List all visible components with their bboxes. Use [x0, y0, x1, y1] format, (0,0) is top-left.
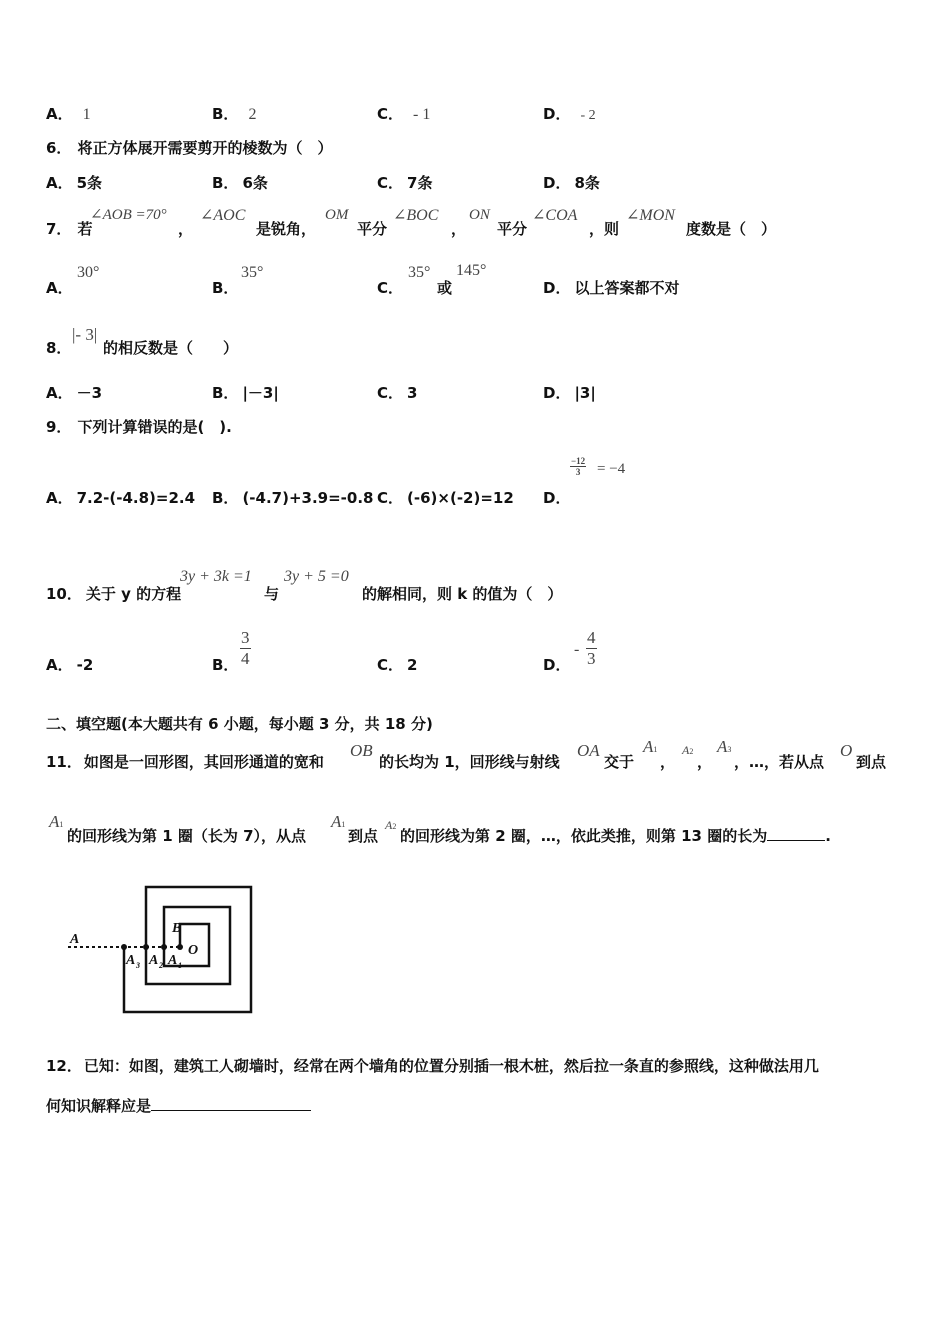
option-label: A．: [46, 384, 73, 402]
question-number: 12．: [46, 1057, 82, 1075]
q11-point-a2: [682, 743, 693, 758]
point-subscript: 1: [653, 745, 658, 754]
option-value: (-6)×(-2)=12: [407, 489, 514, 507]
q8-option-d: [543, 382, 596, 403]
figure-label-a: A: [70, 932, 80, 947]
figure-label-a2: A: [149, 953, 159, 968]
q7-option-a-value: 30°: [77, 264, 100, 281]
stem-text: 如图是一回形图，其回形通道的宽和: [83, 753, 324, 771]
q11-point-a1: [331, 812, 345, 832]
q7-math-aob: ∠AOB =70°: [90, 207, 167, 223]
q10-text: 的解相同，则 k 的值为（ ）: [362, 585, 563, 603]
q7-math-mon: ∠MON: [626, 207, 675, 224]
q10-option-d-sign: -: [574, 641, 580, 658]
q7-number: [46, 218, 92, 239]
q11-math-o: O: [840, 741, 853, 760]
q11-text: ，…，若从点: [734, 753, 825, 771]
q8-option-c: [377, 382, 417, 403]
q9-stem: [46, 416, 232, 437]
q9-option-d-rhs: = −4: [597, 461, 626, 477]
q6-option-b: [212, 172, 268, 193]
figure-label-a1: A: [168, 953, 178, 968]
option-value: |3|: [574, 384, 596, 402]
option-label: D．: [543, 174, 571, 192]
q12-stem-line2: [46, 1095, 311, 1116]
stem-text: 若: [77, 220, 93, 238]
point-a3: [121, 944, 127, 950]
q11-text: 的回形线为第 1 圈（长为 7），从点: [67, 827, 307, 845]
point-letter: A: [331, 812, 342, 831]
answer-blank[interactable]: [767, 840, 825, 841]
q11-math-oa: OA: [577, 741, 600, 760]
q11-point-a3: [717, 737, 731, 757]
point-subscript: 3: [727, 745, 732, 754]
option-label: A．: [46, 105, 73, 123]
option-label: C．: [377, 174, 404, 192]
q11-text: 到点: [856, 753, 887, 771]
option-label: B．: [212, 105, 239, 123]
q10-text: 与: [264, 585, 280, 603]
option-value: 7.2-(-4.8)=2.4: [76, 489, 196, 507]
denominator: 4: [241, 649, 250, 668]
point-letter: A: [682, 743, 690, 757]
option-value: 5条: [76, 174, 103, 192]
point-letter: A: [49, 812, 60, 831]
option-value: (-4.7)+3.9=-0.8: [242, 489, 374, 507]
option-value: 8条: [574, 174, 600, 192]
q8-math: |- 3|: [72, 325, 98, 344]
option-value: -2: [76, 656, 94, 674]
question-text: 下列计算错误的是( ).: [77, 418, 232, 436]
answer-blank[interactable]: [151, 1110, 311, 1111]
option-value: 6条: [242, 174, 268, 192]
q9-option-a: [46, 487, 195, 508]
point-letter: A: [643, 737, 654, 756]
q6-option-a: [46, 172, 102, 193]
stem-text: .: [825, 827, 831, 845]
q10-equation-1: 3y + 3k =1: [180, 568, 252, 585]
option-value: 1: [82, 106, 91, 123]
q7-text: 度数是（ ）: [686, 220, 777, 238]
stem-text: 的回形线为第 2 圈，…，依此类推，则第 13 圈的长为: [400, 827, 768, 845]
q8-number: 8．: [46, 339, 72, 357]
point-subscript: 2: [689, 747, 694, 756]
q10-option-a: [46, 654, 93, 675]
q7-text: 平分: [357, 220, 388, 238]
question-number: 10．: [46, 585, 82, 603]
q9-option-d-fraction: [570, 456, 586, 477]
option-label: D．: [543, 279, 571, 297]
stem-text: 何知识解释应是: [46, 1097, 152, 1115]
point-subscript: 1: [341, 820, 346, 829]
section-title: 二、填空题(本大题共有 6 小题，每小题 3 分，共 18 分): [46, 715, 433, 733]
question-text: 将正方体展开需要剪开的棱数为（ ）: [77, 139, 333, 157]
q7-text: ，: [178, 220, 194, 238]
q5-option-c: [377, 103, 430, 124]
q11-text: [400, 825, 831, 846]
q8-text: 的相反数是（ ）: [103, 339, 239, 357]
option-label: C．: [377, 384, 404, 402]
option-label: B．: [212, 174, 239, 192]
option-value: 2: [407, 656, 418, 674]
q10-stem-start: [46, 583, 181, 604]
option-value: －3: [76, 384, 103, 402]
option-value: - 2: [580, 108, 596, 123]
q10-option-d-label: D．: [543, 656, 571, 674]
option-value: 7条: [407, 174, 433, 192]
option-label: A．: [46, 656, 73, 674]
q7-math-om: OM: [325, 207, 349, 223]
q7-option-c-value2: 145°: [456, 262, 487, 279]
numerator: −12: [571, 456, 586, 466]
q7-math-aoc: ∠AOC: [200, 207, 246, 224]
q7-option-c-label: C．: [377, 279, 404, 297]
q10-equation-2: 3y + 5 =0: [284, 568, 349, 585]
q11-figure: [60, 872, 260, 1022]
figure-label-a3: A: [126, 953, 136, 968]
point-o: [177, 944, 183, 950]
question-number: 6．: [46, 139, 72, 157]
point-letter: A: [717, 737, 728, 756]
option-value: - 1: [413, 106, 431, 123]
q9-option-d-label: D．: [543, 489, 571, 507]
q8-option-b: [212, 382, 279, 403]
figure-label-b: B: [172, 921, 182, 936]
option-label: D．: [543, 105, 571, 123]
numerator: 3: [241, 628, 250, 647]
q7-text: ，则: [589, 220, 620, 238]
q12-stem-line1: [46, 1055, 819, 1076]
q11-text: 交于: [604, 753, 635, 771]
q5-option-b: [212, 103, 256, 124]
option-value: 3: [407, 384, 418, 402]
q9-option-c: [377, 487, 514, 508]
q11-comma: ，: [660, 753, 676, 771]
q10-option-d-fraction: [586, 628, 597, 669]
question-number: 7．: [46, 220, 72, 238]
stem-text: 关于 y 的方程: [85, 585, 182, 603]
q5-option-a: [46, 103, 91, 124]
q11-comma: ，: [697, 753, 713, 771]
option-label: C．: [377, 656, 404, 674]
q9-option-b: [212, 487, 373, 508]
option-value: |－3|: [242, 384, 279, 402]
option-label: A．: [46, 174, 73, 192]
q11-math-ob: OB: [350, 741, 373, 760]
question-number: 11．: [46, 753, 82, 771]
q10-option-b-label: B．: [212, 656, 239, 674]
q6-stem: [46, 137, 332, 158]
option-value: 以上答案都不对: [574, 279, 680, 297]
q10-option-c: [377, 654, 417, 675]
figure-sub-2: 2: [159, 961, 163, 970]
question-number: 9．: [46, 418, 72, 436]
numerator: 4: [587, 628, 596, 647]
point-a2: [143, 944, 149, 950]
option-label: C．: [377, 489, 404, 507]
denominator: 3: [575, 467, 581, 477]
point-subscript: 1: [59, 820, 64, 829]
q7-text: ，: [451, 220, 467, 238]
stem-text: 已知：如图，建筑工人砌墙时，经常在两个墙角的位置分别插一根木桩，然后拉一条直的参照线，这种做法用几: [83, 1057, 819, 1075]
q7-text: 平分: [497, 220, 528, 238]
option-label: B．: [212, 384, 239, 402]
option-label: B．: [212, 489, 239, 507]
q6-option-c: [377, 172, 432, 193]
option-label: C．: [377, 105, 404, 123]
q7-option-a-label: A．: [46, 279, 73, 297]
q11-stem-start: [46, 751, 324, 772]
q7-option-c-conj: 或: [437, 279, 453, 297]
q7-text: 是锐角，: [256, 220, 317, 238]
q11-point-a1: [643, 737, 657, 757]
q7-option-b-label: B．: [212, 279, 239, 297]
figure-label-o: O: [188, 943, 199, 958]
q11-point-a2: [385, 818, 396, 833]
q6-option-d: [543, 172, 600, 193]
point-subscript: 2: [392, 822, 397, 831]
option-label: D．: [543, 384, 571, 402]
point-letter: A: [385, 818, 393, 832]
q11-point-a1: [49, 812, 63, 832]
figure-sub-1: 1: [178, 961, 182, 970]
q7-option-b-value: 35°: [241, 264, 264, 281]
q7-math-coa: ∠COA: [532, 207, 578, 224]
q7-option-c-value: 35°: [408, 264, 431, 281]
denominator: 3: [587, 649, 596, 668]
q7-math-on: ON: [469, 207, 490, 223]
figure-sub-3: 3: [136, 961, 140, 970]
q7-option-d: [543, 277, 679, 298]
q5-option-d: [543, 103, 596, 124]
option-label: A．: [46, 489, 73, 507]
q11-text: 的长均为 1，回形线与射线: [379, 753, 560, 771]
q10-option-b-fraction: [240, 628, 251, 669]
q7-math-boc: ∠BOC: [393, 207, 439, 224]
q11-text: 到点: [348, 827, 379, 845]
q8-option-a: [46, 382, 102, 403]
option-value: 2: [248, 106, 257, 123]
point-a1: [161, 944, 167, 950]
